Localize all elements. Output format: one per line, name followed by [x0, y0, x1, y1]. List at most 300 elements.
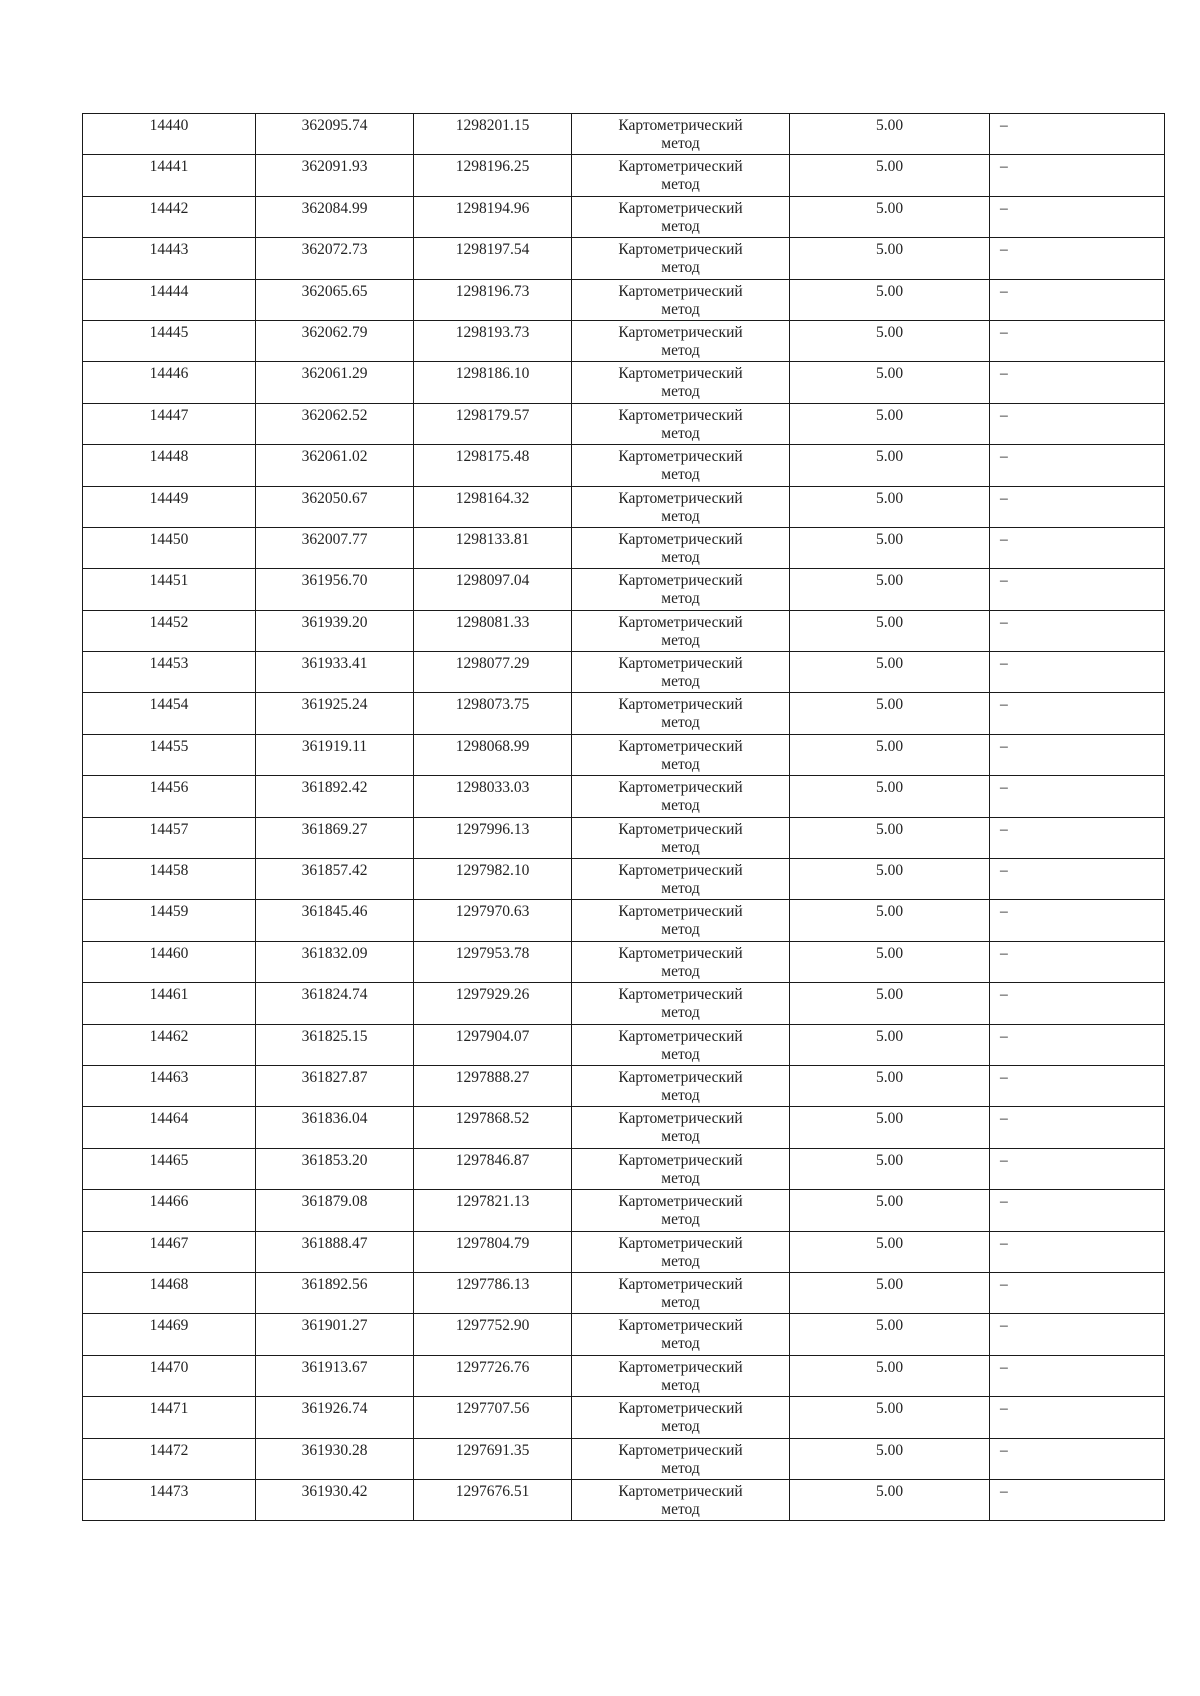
method-cell: [572, 693, 790, 734]
method-line-1: Картометрический: [618, 158, 743, 176]
point-number-cell: 14465: [83, 1148, 256, 1189]
method-line-1: Картометрический: [618, 406, 743, 424]
method-cell: [572, 1272, 790, 1313]
x-coordinate-cell: 362007.77: [256, 527, 414, 568]
method-line-1: Картометрический: [618, 530, 743, 548]
table-row: [83, 196, 1165, 237]
x-coordinate-cell: 361824.74: [256, 983, 414, 1024]
method-line-2: метод: [661, 631, 700, 649]
accuracy-cell: 5.00: [790, 817, 990, 858]
table-row: [83, 1479, 1165, 1520]
point-number-cell: 14453: [83, 652, 256, 693]
method-cell: [572, 1438, 790, 1479]
coordinates-table-body: [83, 114, 1165, 1521]
method-line-2: метод: [661, 962, 700, 980]
accuracy-cell: 5.00: [790, 859, 990, 900]
method-cell: [572, 486, 790, 527]
y-coordinate-cell: 1297821.13: [414, 1190, 572, 1231]
method-cell: [572, 1148, 790, 1189]
description-cell: –: [990, 693, 1165, 734]
x-coordinate-cell: 362095.74: [256, 114, 414, 155]
method-line-1: Картометрический: [618, 862, 743, 880]
description-cell: –: [990, 1397, 1165, 1438]
accuracy-cell: 5.00: [790, 610, 990, 651]
coordinates-table: [82, 113, 1165, 1521]
table-row: [83, 1355, 1165, 1396]
x-coordinate-cell: 361930.42: [256, 1479, 414, 1520]
accuracy-cell: 5.00: [790, 320, 990, 361]
accuracy-cell: 5.00: [790, 1272, 990, 1313]
accuracy-cell: 5.00: [790, 900, 990, 941]
y-coordinate-cell: 1298164.32: [414, 486, 572, 527]
table-row: [83, 486, 1165, 527]
method-line-1: Картометрический: [618, 903, 743, 921]
point-number-cell: 14450: [83, 527, 256, 568]
table-row: [83, 320, 1165, 361]
table-row: [83, 776, 1165, 817]
method-line-2: метод: [661, 1500, 700, 1518]
method-line-1: Картометрический: [618, 1027, 743, 1045]
method-line-2: метод: [661, 217, 700, 235]
method-cell: [572, 817, 790, 858]
y-coordinate-cell: 1298175.48: [414, 445, 572, 486]
y-coordinate-cell: 1298186.10: [414, 362, 572, 403]
point-number-cell: 14447: [83, 403, 256, 444]
method-line-2: метод: [661, 1252, 700, 1270]
y-coordinate-cell: 1297707.56: [414, 1397, 572, 1438]
x-coordinate-cell: 361930.28: [256, 1438, 414, 1479]
method-line-2: метод: [661, 1211, 700, 1229]
accuracy-cell: 5.00: [790, 196, 990, 237]
y-coordinate-cell: 1297752.90: [414, 1314, 572, 1355]
accuracy-cell: 5.00: [790, 362, 990, 403]
y-coordinate-cell: 1298194.96: [414, 196, 572, 237]
y-coordinate-cell: 1297786.13: [414, 1272, 572, 1313]
method-line-1: Картометрический: [618, 365, 743, 383]
method-cell: [572, 279, 790, 320]
method-line-1: Картометрический: [618, 944, 743, 962]
method-line-2: метод: [661, 259, 700, 277]
method-line-2: метод: [661, 1045, 700, 1063]
x-coordinate-cell: 361926.74: [256, 1397, 414, 1438]
x-coordinate-cell: 361832.09: [256, 941, 414, 982]
description-cell: –: [990, 569, 1165, 610]
method-line-1: Картометрический: [618, 737, 743, 755]
y-coordinate-cell: 1297888.27: [414, 1065, 572, 1106]
accuracy-cell: 5.00: [790, 1355, 990, 1396]
method-line-1: Картометрический: [618, 117, 743, 134]
point-number-cell: 14441: [83, 155, 256, 196]
method-line-2: метод: [661, 466, 700, 484]
accuracy-cell: 5.00: [790, 114, 990, 155]
accuracy-cell: 5.00: [790, 569, 990, 610]
method-line-2: метод: [661, 1418, 700, 1436]
description-cell: –: [990, 1272, 1165, 1313]
method-cell: [572, 1479, 790, 1520]
description-cell: –: [990, 155, 1165, 196]
method-cell: [572, 320, 790, 361]
y-coordinate-cell: 1297982.10: [414, 859, 572, 900]
description-cell: –: [990, 403, 1165, 444]
y-coordinate-cell: 1298133.81: [414, 527, 572, 568]
description-cell: –: [990, 610, 1165, 651]
table-row: [83, 279, 1165, 320]
description-cell: –: [990, 983, 1165, 1024]
x-coordinate-cell: 361913.67: [256, 1355, 414, 1396]
method-line-2: метод: [661, 714, 700, 732]
point-number-cell: 14464: [83, 1107, 256, 1148]
method-line-2: метод: [661, 838, 700, 856]
x-coordinate-cell: 361892.42: [256, 776, 414, 817]
method-line-1: Картометрический: [618, 1441, 743, 1459]
x-coordinate-cell: 361825.15: [256, 1024, 414, 1065]
method-line-1: Картометрический: [618, 696, 743, 714]
method-cell: [572, 1397, 790, 1438]
description-cell: –: [990, 362, 1165, 403]
table-row: [83, 1438, 1165, 1479]
y-coordinate-cell: 1297804.79: [414, 1231, 572, 1272]
point-number-cell: 14468: [83, 1272, 256, 1313]
x-coordinate-cell: 362072.73: [256, 238, 414, 279]
method-line-1: Картометрический: [618, 1234, 743, 1252]
point-number-cell: 14454: [83, 693, 256, 734]
description-cell: –: [990, 279, 1165, 320]
point-number-cell: 14444: [83, 279, 256, 320]
point-number-cell: 14473: [83, 1479, 256, 1520]
method-cell: [572, 900, 790, 941]
method-line-2: метод: [661, 880, 700, 898]
method-line-1: Картометрический: [618, 655, 743, 673]
description-cell: –: [990, 1231, 1165, 1272]
method-line-1: Картометрический: [618, 986, 743, 1004]
point-number-cell: 14443: [83, 238, 256, 279]
accuracy-cell: 5.00: [790, 1148, 990, 1189]
table-row: [83, 403, 1165, 444]
method-line-2: метод: [661, 797, 700, 815]
method-cell: [572, 1231, 790, 1272]
method-line-1: Картометрический: [618, 241, 743, 259]
x-coordinate-cell: 361845.46: [256, 900, 414, 941]
accuracy-cell: 5.00: [790, 1438, 990, 1479]
y-coordinate-cell: 1297691.35: [414, 1438, 572, 1479]
accuracy-cell: 5.00: [790, 734, 990, 775]
description-cell: –: [990, 817, 1165, 858]
x-coordinate-cell: 361901.27: [256, 1314, 414, 1355]
table-row: [83, 900, 1165, 941]
method-cell: [572, 1190, 790, 1231]
table-row: [83, 527, 1165, 568]
table-row: [83, 445, 1165, 486]
point-number-cell: 14472: [83, 1438, 256, 1479]
point-number-cell: 14449: [83, 486, 256, 527]
description-cell: –: [990, 1190, 1165, 1231]
y-coordinate-cell: 1297929.26: [414, 983, 572, 1024]
method-cell: [572, 734, 790, 775]
y-coordinate-cell: 1297726.76: [414, 1355, 572, 1396]
method-cell: [572, 114, 790, 155]
method-line-2: метод: [661, 921, 700, 939]
table-row: [83, 1065, 1165, 1106]
method-cell: [572, 859, 790, 900]
table-row: [83, 569, 1165, 610]
table-row: [83, 1231, 1165, 1272]
method-cell: [572, 445, 790, 486]
method-cell: [572, 527, 790, 568]
y-coordinate-cell: 1298179.57: [414, 403, 572, 444]
method-line-1: Картометрический: [618, 1275, 743, 1293]
table-row: [83, 1272, 1165, 1313]
x-coordinate-cell: 362062.79: [256, 320, 414, 361]
method-line-2: метод: [661, 590, 700, 608]
method-line-2: метод: [661, 1335, 700, 1353]
point-number-cell: 14442: [83, 196, 256, 237]
method-line-2: метод: [661, 507, 700, 525]
method-cell: [572, 155, 790, 196]
table-row: [83, 734, 1165, 775]
accuracy-cell: 5.00: [790, 776, 990, 817]
table-row: [83, 1024, 1165, 1065]
x-coordinate-cell: 361892.56: [256, 1272, 414, 1313]
description-cell: –: [990, 486, 1165, 527]
point-number-cell: 14466: [83, 1190, 256, 1231]
point-number-cell: 14445: [83, 320, 256, 361]
y-coordinate-cell: 1297904.07: [414, 1024, 572, 1065]
table-row: [83, 362, 1165, 403]
y-coordinate-cell: 1298033.03: [414, 776, 572, 817]
y-coordinate-cell: 1297953.78: [414, 941, 572, 982]
x-coordinate-cell: 362084.99: [256, 196, 414, 237]
y-coordinate-cell: 1298077.29: [414, 652, 572, 693]
method-cell: [572, 983, 790, 1024]
point-number-cell: 14461: [83, 983, 256, 1024]
table-row: [83, 1190, 1165, 1231]
point-number-cell: 14456: [83, 776, 256, 817]
description-cell: –: [990, 941, 1165, 982]
method-line-2: метод: [661, 1086, 700, 1104]
y-coordinate-cell: 1297846.87: [414, 1148, 572, 1189]
x-coordinate-cell: 362061.29: [256, 362, 414, 403]
method-cell: [572, 652, 790, 693]
y-coordinate-cell: 1297676.51: [414, 1479, 572, 1520]
description-cell: –: [990, 859, 1165, 900]
table-row: [83, 1107, 1165, 1148]
point-number-cell: 14459: [83, 900, 256, 941]
table-row: [83, 238, 1165, 279]
method-line-1: Картометрический: [618, 572, 743, 590]
description-cell: –: [990, 652, 1165, 693]
method-line-2: метод: [661, 300, 700, 318]
method-line-1: Картометрический: [618, 448, 743, 466]
description-cell: –: [990, 1355, 1165, 1396]
method-cell: [572, 403, 790, 444]
description-cell: –: [990, 445, 1165, 486]
y-coordinate-cell: 1298197.54: [414, 238, 572, 279]
accuracy-cell: 5.00: [790, 652, 990, 693]
accuracy-cell: 5.00: [790, 1107, 990, 1148]
method-line-1: Картометрический: [618, 489, 743, 507]
accuracy-cell: 5.00: [790, 941, 990, 982]
table-row: [83, 1314, 1165, 1355]
accuracy-cell: 5.00: [790, 1065, 990, 1106]
description-cell: –: [990, 776, 1165, 817]
method-line-2: метод: [661, 1169, 700, 1187]
accuracy-cell: 5.00: [790, 1314, 990, 1355]
point-number-cell: 14470: [83, 1355, 256, 1396]
point-number-cell: 14455: [83, 734, 256, 775]
accuracy-cell: 5.00: [790, 1397, 990, 1438]
method-line-2: метод: [661, 1293, 700, 1311]
method-line-1: Картометрический: [618, 323, 743, 341]
accuracy-cell: 5.00: [790, 1479, 990, 1520]
x-coordinate-cell: 362091.93: [256, 155, 414, 196]
y-coordinate-cell: 1298193.73: [414, 320, 572, 361]
accuracy-cell: 5.00: [790, 155, 990, 196]
y-coordinate-cell: 1298081.33: [414, 610, 572, 651]
description-cell: –: [990, 238, 1165, 279]
y-coordinate-cell: 1298196.73: [414, 279, 572, 320]
point-number-cell: 14469: [83, 1314, 256, 1355]
method-line-2: метод: [661, 1376, 700, 1394]
method-line-1: Картометрический: [618, 1400, 743, 1418]
x-coordinate-cell: 361925.24: [256, 693, 414, 734]
method-line-1: Картометрический: [618, 199, 743, 217]
method-cell: [572, 1107, 790, 1148]
method-line-1: Картометрический: [618, 1193, 743, 1211]
y-coordinate-cell: 1298097.04: [414, 569, 572, 610]
description-cell: –: [990, 1314, 1165, 1355]
table-row: [83, 114, 1165, 155]
point-number-cell: 14448: [83, 445, 256, 486]
method-line-2: метод: [661, 548, 700, 566]
x-coordinate-cell: 361857.42: [256, 859, 414, 900]
x-coordinate-cell: 361939.20: [256, 610, 414, 651]
description-cell: –: [990, 1107, 1165, 1148]
table-row: [83, 1148, 1165, 1189]
table-row: [83, 1397, 1165, 1438]
method-cell: [572, 196, 790, 237]
accuracy-cell: 5.00: [790, 403, 990, 444]
y-coordinate-cell: 1297970.63: [414, 900, 572, 941]
description-cell: –: [990, 734, 1165, 775]
description-cell: –: [990, 900, 1165, 941]
method-line-2: метод: [661, 135, 700, 152]
method-cell: [572, 362, 790, 403]
method-line-2: метод: [661, 1004, 700, 1022]
table-row: [83, 155, 1165, 196]
x-coordinate-cell: 361919.11: [256, 734, 414, 775]
method-line-1: Картометрический: [618, 613, 743, 631]
point-number-cell: 14458: [83, 859, 256, 900]
description-cell: –: [990, 1479, 1165, 1520]
method-line-1: Картометрический: [618, 1317, 743, 1335]
table-row: [83, 652, 1165, 693]
method-line-2: метод: [661, 424, 700, 442]
method-cell: [572, 238, 790, 279]
method-line-2: метод: [661, 176, 700, 194]
point-number-cell: 14460: [83, 941, 256, 982]
accuracy-cell: 5.00: [790, 486, 990, 527]
method-line-1: Картометрический: [618, 282, 743, 300]
table-row: [83, 941, 1165, 982]
x-coordinate-cell: 361879.08: [256, 1190, 414, 1231]
table-row: [83, 693, 1165, 734]
method-cell: [572, 610, 790, 651]
method-line-1: Картометрический: [618, 779, 743, 797]
accuracy-cell: 5.00: [790, 1190, 990, 1231]
method-cell: [572, 941, 790, 982]
accuracy-cell: 5.00: [790, 1024, 990, 1065]
description-cell: –: [990, 1148, 1165, 1189]
description-cell: –: [990, 196, 1165, 237]
x-coordinate-cell: 361827.87: [256, 1065, 414, 1106]
point-number-cell: 14467: [83, 1231, 256, 1272]
x-coordinate-cell: 361853.20: [256, 1148, 414, 1189]
point-number-cell: 14457: [83, 817, 256, 858]
method-line-1: Картометрический: [618, 1482, 743, 1500]
point-number-cell: 14452: [83, 610, 256, 651]
method-cell: [572, 1314, 790, 1355]
point-number-cell: 14471: [83, 1397, 256, 1438]
method-line-1: Картометрический: [618, 820, 743, 838]
x-coordinate-cell: 362065.65: [256, 279, 414, 320]
accuracy-cell: 5.00: [790, 1231, 990, 1272]
y-coordinate-cell: 1298068.99: [414, 734, 572, 775]
x-coordinate-cell: 361933.41: [256, 652, 414, 693]
table-row: [83, 983, 1165, 1024]
x-coordinate-cell: 362061.02: [256, 445, 414, 486]
x-coordinate-cell: 361836.04: [256, 1107, 414, 1148]
x-coordinate-cell: 362062.52: [256, 403, 414, 444]
x-coordinate-cell: 362050.67: [256, 486, 414, 527]
description-cell: –: [990, 527, 1165, 568]
description-cell: –: [990, 114, 1165, 155]
table-row: [83, 859, 1165, 900]
y-coordinate-cell: 1298073.75: [414, 693, 572, 734]
method-line-1: Картометрический: [618, 1068, 743, 1086]
y-coordinate-cell: 1297996.13: [414, 817, 572, 858]
accuracy-cell: 5.00: [790, 445, 990, 486]
description-cell: –: [990, 320, 1165, 361]
accuracy-cell: 5.00: [790, 527, 990, 568]
method-line-2: метод: [661, 755, 700, 773]
method-line-2: метод: [661, 1128, 700, 1146]
method-line-2: метод: [661, 1459, 700, 1477]
accuracy-cell: 5.00: [790, 279, 990, 320]
description-cell: –: [990, 1065, 1165, 1106]
y-coordinate-cell: 1297868.52: [414, 1107, 572, 1148]
method-cell: [572, 1355, 790, 1396]
accuracy-cell: 5.00: [790, 983, 990, 1024]
description-cell: –: [990, 1024, 1165, 1065]
method-line-2: метод: [661, 383, 700, 401]
point-number-cell: 14462: [83, 1024, 256, 1065]
point-number-cell: 14440: [83, 114, 256, 155]
point-number-cell: 14446: [83, 362, 256, 403]
method-line-2: метод: [661, 341, 700, 359]
table-row: [83, 817, 1165, 858]
method-cell: [572, 1024, 790, 1065]
point-number-cell: 14463: [83, 1065, 256, 1106]
x-coordinate-cell: 361956.70: [256, 569, 414, 610]
x-coordinate-cell: 361888.47: [256, 1231, 414, 1272]
point-number-cell: 14451: [83, 569, 256, 610]
accuracy-cell: 5.00: [790, 238, 990, 279]
method-cell: [572, 776, 790, 817]
method-line-1: Картометрический: [618, 1151, 743, 1169]
method-line-1: Картометрический: [618, 1110, 743, 1128]
method-line-2: метод: [661, 673, 700, 691]
method-cell: [572, 1065, 790, 1106]
